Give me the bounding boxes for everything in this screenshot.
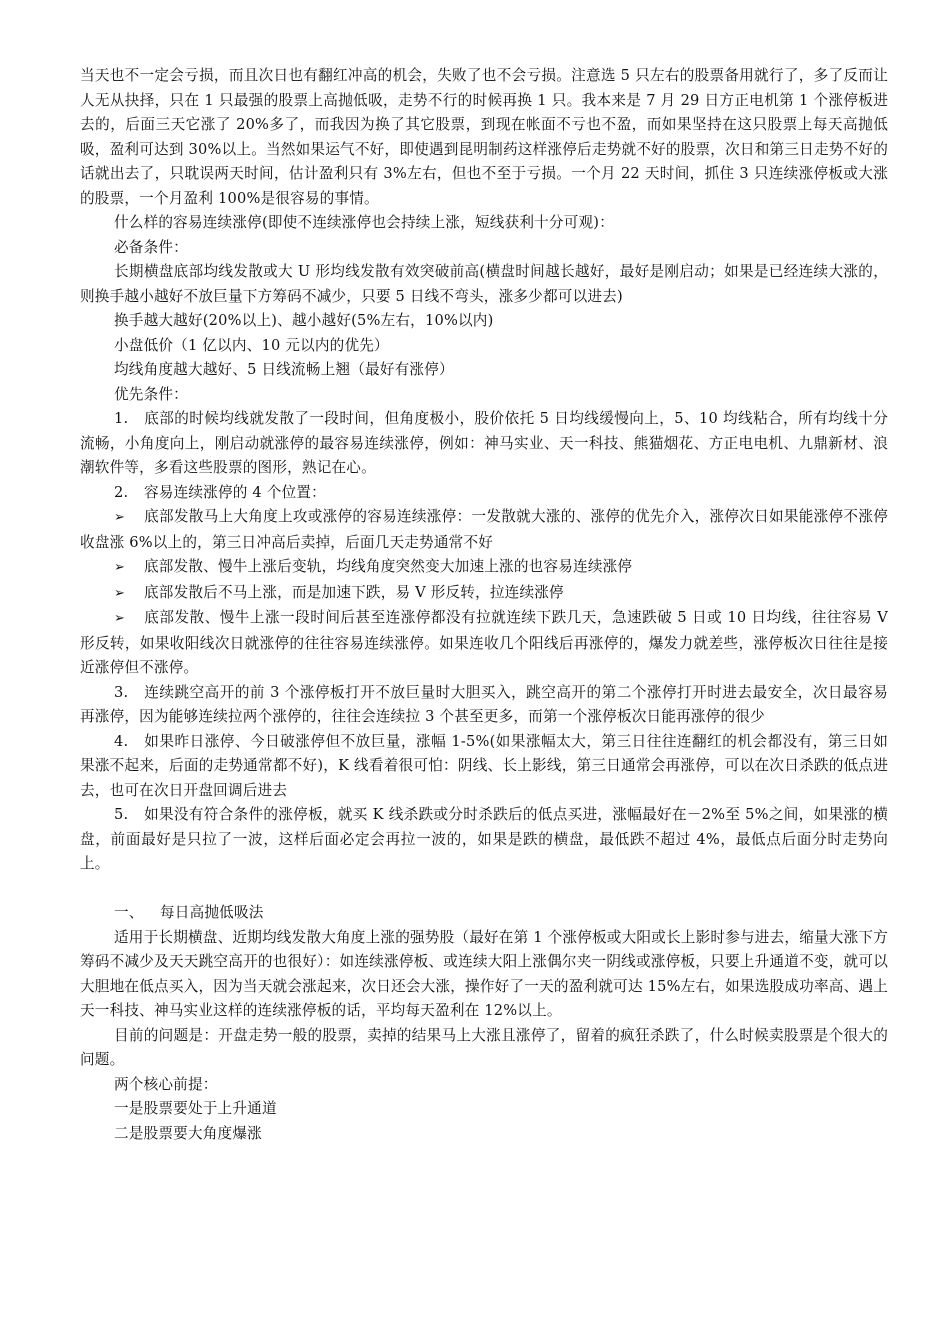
list-number: 1. xyxy=(114,410,129,427)
arrow-bullet-icon: ➢ xyxy=(114,510,126,525)
priority-item-5 xyxy=(80,803,888,877)
section-paragraph-2: 目前的问题是：开盘走势一般的股票，卖掉的结果马上大涨且涨停了，留着的疯狂杀跌了，什么时候卖股票是个很大的问题。 xyxy=(80,1026,888,1068)
bullet-item-2-text: 底部发散、慢牛上涨后变轨，均线角度突然变大加速上涨的也容易连续涨停 xyxy=(144,558,633,575)
bullet-item-4 xyxy=(80,606,888,681)
blank-line xyxy=(80,877,888,902)
priority-item-5-text: 如果没有符合条件的涨停板，就买 K 线杀跌或分时杀跌后的低点买进，涨幅最好在－2%至 5%之间，如果涨的横盘，前面最好是只拉了一波，这样后面必定会再拉一波的，如果是跌的横盘，最低跌不超过 4%，最低点后面分时走势向上。 xyxy=(80,806,888,872)
section-paragraph-5: 二是股票要大角度爆涨 xyxy=(114,1124,262,1142)
section-number: 一、 xyxy=(114,904,144,921)
section-paragraph-1: 适用于长期横盘、近期均线发散大角度上涨的强势股（最好在第 1 个涨停板或大阳或长上影时参与进去，缩量大涨下方筹码不减少及天天跳空高开的也很好）：如连续涨停板、或连续大阳上涨偶尔夹一阴线或涨停板，只要上升通道不变，就可以大胆地在低点买入，因为当天就会涨起来，次日还会大涨，操作好了一天的盈利就可达 15%左右，如果选股成功率高、遇上天一科技、神马实业这样的连续涨停板的话，平均每天盈利在 12%以上。 xyxy=(80,928,888,1019)
priority-item-4-text: 如果昨日涨停、今日破涨停但不放巨量，涨幅 1-5%(如果涨幅太大，第三日往往连翻红的机会都没有，第三日如果涨不起来，后面的走势通常都不好)，K 线看着很可怕：阴线、长上影线，第三日通常会再涨停，可以在次日杀跌的低点进去，也可在次日开盘回调后进去 xyxy=(80,732,888,799)
list-number: 4. xyxy=(114,732,129,750)
paragraph-question: 什么样的容易连续涨停(即使不连续涨停也会持续上涨，短线获利十分可观)： xyxy=(114,214,614,231)
list-number: 2. xyxy=(114,483,129,501)
bullet-item-1 xyxy=(80,505,888,555)
arrow-bullet-icon: ➢ xyxy=(114,611,126,626)
section-paragraph-4: 一是股票要处于上升通道 xyxy=(114,1100,277,1117)
section-title: 每日高抛低吸法 xyxy=(160,904,264,921)
bullet-item-1-text: 底部发散马上大角度上攻或涨停的容易连续涨停：一发散就大涨的、涨停的优先介入，涨停次日如果能涨停不涨停收盘涨 6%以上的，第三日冲高后卖掉，后面几天走势通常不好 xyxy=(80,508,888,551)
section-paragraph-3: 两个核心前提： xyxy=(114,1075,218,1093)
bullet-item-3-text: 底部发散后不马上涨，而是加速下跌，易 V 形反转，拉连续涨停 xyxy=(144,583,564,601)
required-condition-2: 换手越大越好(20%以上)、越小越好(5%左右，10%以内) xyxy=(114,312,494,329)
paragraph-intro: 当天也不一定会亏损，而且次日也有翻红冲高的机会，失败了也不会亏损。注意选 5 只左右的股票备用就行了，多了反而让人无从抉择，只在 1 只最强的股票上高抛低吸，走势不行的时候再换 1 只。我本来是 7 月 29 日方正电机第 1 个涨停板进去的，后面三天它涨了 20%多了，而我因为换了其它股票，到现在帐面不亏也不盈，而如果坚持在这只股票上每天高抛低吸，盈利可达到 30%以上。当然如果运气不好，即使遇到昆明制药这样涨停后走势就不好的股票，次日和第三日走势不好的话就出去了，只耽误两天时间，估计盈利只有 3%左右，但也不至于亏损。一个月 22 天时间，抓住 3 只连续涨停板或大涨的股票，一个月盈利 100%是很容易的事情。 xyxy=(80,67,888,207)
bullet-item-3 xyxy=(80,581,888,607)
required-condition-3: 小盘低价（1 亿以内、10 元以内的优先） xyxy=(114,336,389,354)
priority-item-3-text: 连续跳空高开的前 3 个涨停板打开不放巨量时大胆买入，跳空高开的第二个涨停打开时进去最安全，次日最容易再涨停，因为能够连续拉两个涨停的，往往会连续拉 3 个甚至更多，而第一个涨停板次日能再涨停的很少 xyxy=(80,683,888,725)
priority-item-1-text: 底部的时候均线就发散了一段时间，但角度极小，股价依托 5 日均线缓慢向上，5、10 均线粘合，所有均线十分流畅，小角度向上，刚启动就涨停的最容易连续涨停，例如：神马实业、天一科技、熊猫烟花、方正电电机、九鼎新材、浪潮软件等，多看这些股票的图形，熟记在心。 xyxy=(80,410,888,476)
document-page xyxy=(80,64,888,1146)
section-heading xyxy=(80,901,888,926)
priority-item-2-text: 容易连续涨停的 4 个位置： xyxy=(144,483,326,501)
priority-item-2 xyxy=(80,481,888,506)
required-condition-4: 均线角度越大越好、5 日线流畅上翘（最好有涨停） xyxy=(114,361,454,378)
heading-required-conditions: 必备条件： xyxy=(114,238,188,256)
priority-item-3 xyxy=(80,681,888,730)
priority-item-4 xyxy=(80,730,888,804)
bullet-item-2 xyxy=(80,555,888,581)
arrow-bullet-icon: ➢ xyxy=(114,585,126,601)
arrow-bullet-icon: ➢ xyxy=(114,560,126,575)
priority-item-1 xyxy=(80,407,888,481)
list-number: 5. xyxy=(114,806,129,823)
list-number: 3. xyxy=(114,683,129,701)
required-condition-1: 长期横盘底部均线发散或大 U 形均线发散有效突破前高(横盘时间越长越好，最好是刚启动；如果是已经连续大涨的，则换手越小越好不放巨量下方筹码不减少，只要 5 日线不弯头，涨多少都可以进去) xyxy=(80,263,888,305)
bullet-item-4-text: 底部发散、慢牛上涨一段时间后甚至连涨停都没有拉就连续下跌几天，急速跌破 5 日或 10 日均线，往往容易 V 形反转，如果收阳线次日就涨停的往往容易连续涨停。如果连收几个阳线后再涨停的，爆发力就差些，涨停板次日往往是接近涨停但不涨停。 xyxy=(80,609,888,676)
heading-priority-conditions: 优先条件： xyxy=(114,385,188,403)
